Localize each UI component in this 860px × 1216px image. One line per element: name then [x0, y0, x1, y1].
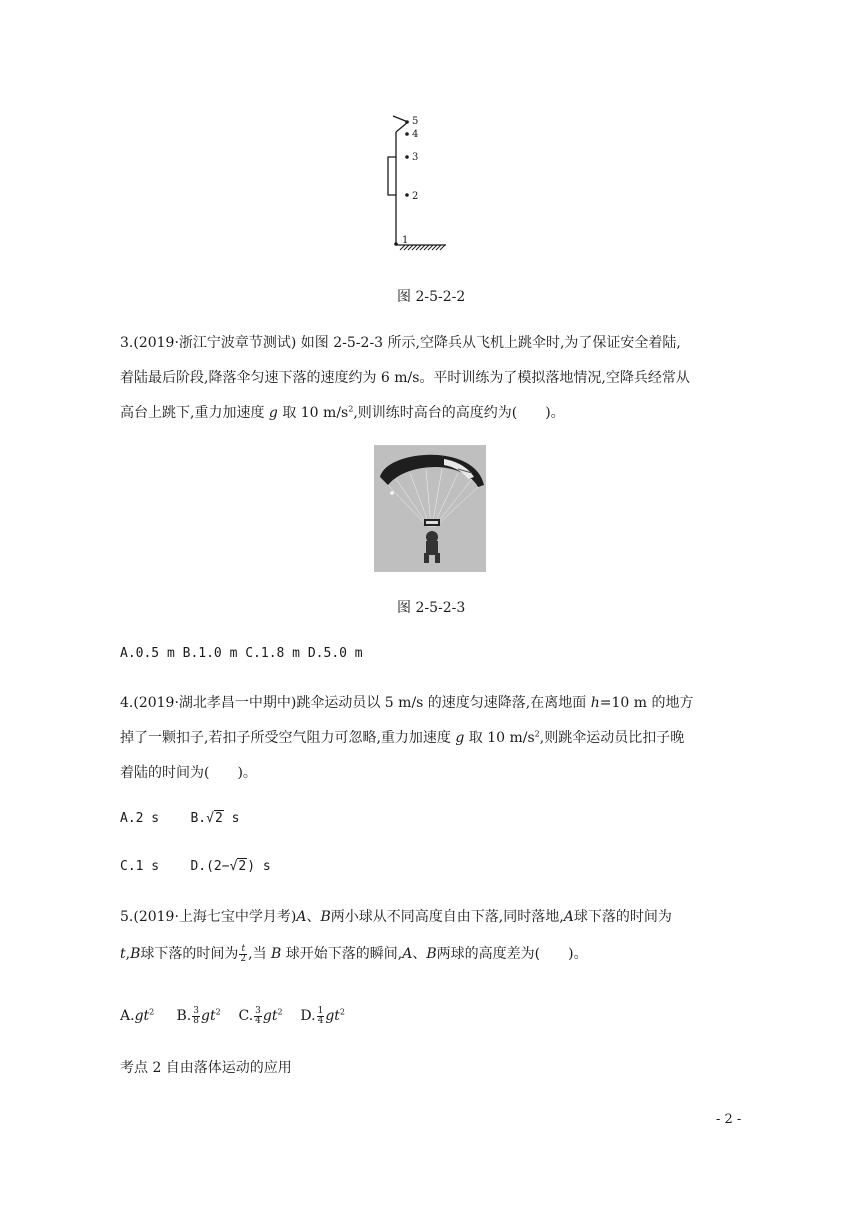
- option-b: B.√2 s: [190, 811, 240, 826]
- point-label-5: 5: [412, 116, 419, 127]
- option-d: D. $\frac{1}{4}$ $gt^2$: [300, 1005, 346, 1026]
- point-1-dot: [394, 242, 398, 246]
- figure-caption: 图 2-5-2-2: [397, 289, 466, 305]
- point-5-dot: [405, 120, 409, 124]
- figure-caption: 图 2-5-2-3: [397, 600, 466, 616]
- option-b: B. $\frac{3}{8}$ $gt^2$: [176, 1005, 221, 1026]
- top-arm: [393, 116, 408, 132]
- option-a: $A.gt^2$: [120, 1007, 155, 1024]
- bracket: [388, 157, 396, 195]
- point-3-dot: [405, 155, 409, 159]
- option-c: C. $\frac{3}{4}$ $gt^2$: [238, 1005, 283, 1026]
- point-label-2: 2: [412, 191, 419, 202]
- point-4-dot: [405, 132, 409, 136]
- point-label-1: 1: [402, 235, 409, 246]
- question-3-line-3: 高台上跳下,重力加速度 g 取 10 $m/s^2$,则训练时高台的高度约为( )。: [120, 404, 565, 421]
- question-5-line-2: t,B球下落的时间为 $\frac{t}{2}$ ,当 B 球开始下落的瞬间,A、B两球的高度差为( )。: [120, 943, 588, 964]
- parachute-photo: [374, 445, 486, 572]
- question-4-options-row-2: [120, 859, 271, 874]
- question-5-line-1: 5.(2019·上海七宝中学月考)A、B两小球从不同高度自由下落,同时落地,A球下落的时间为: [120, 909, 672, 925]
- question-4-line-3: 着陆的时间为( )。: [120, 765, 257, 781]
- question-4-line-1: 4.(2019·湖北孝昌一中期中)跳伞运动员以 5 m/s 的速度匀速降落,在离地面 h=10 m 的地方: [120, 695, 694, 711]
- point-2-dot: [405, 193, 409, 197]
- question-5-options: [120, 1006, 345, 1026]
- question-3-line-1: 3.(2019·浙江宁波章节测试) 如图 2-5-2-3 所示,空降兵从飞机上跳伞时,为了保证安全着陆,: [120, 335, 681, 351]
- question-3-line-2: 着陆最后阶段,降落伞匀速下落的速度约为 6 m/s。平时训练为了模拟落地情况,空降兵经常从: [120, 370, 690, 386]
- question-3-options: A.0.5 m B.1.0 m C.1.8 m D.5.0 m: [120, 646, 363, 661]
- figure-drop-diagram: [380, 110, 460, 255]
- option-d: D.(2−√2) s: [190, 859, 271, 874]
- point-label-3: 3: [412, 152, 419, 163]
- section-heading: 考点 2 自由落体运动的应用: [120, 1060, 292, 1076]
- option-a: A.2 s: [120, 811, 160, 826]
- point-label-4: 4: [412, 129, 419, 140]
- question-4-line-2: 掉了一颗扣子,若扣子所受空气阻力可忽略,重力加速度 g 取 10 $m/s^2$,则跳伞运动员比扣子晚: [120, 729, 685, 746]
- question-4-options-row-1: [120, 811, 239, 826]
- page-number: - 2 -: [716, 1112, 742, 1127]
- option-c: C.1 s: [120, 859, 160, 874]
